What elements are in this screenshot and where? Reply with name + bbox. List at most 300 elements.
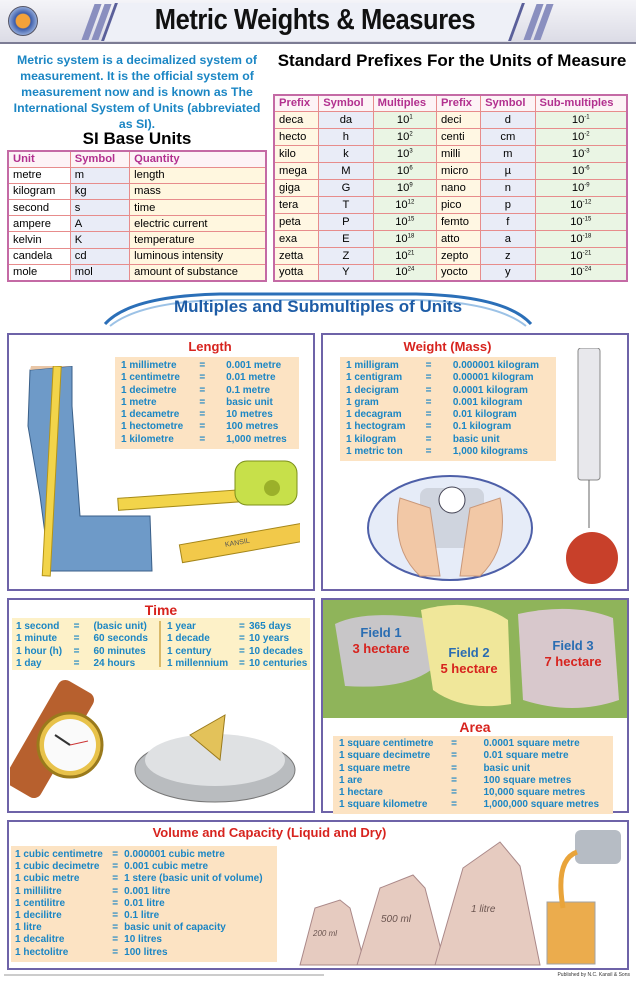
table-cell: Z bbox=[319, 247, 373, 264]
column-header: Quantity bbox=[130, 151, 266, 167]
unit: 1 decigram bbox=[346, 384, 399, 396]
value: 10 centuries bbox=[249, 657, 308, 669]
table-row bbox=[8, 216, 266, 232]
table-row bbox=[274, 128, 627, 145]
value: 0.001 litre bbox=[124, 885, 171, 897]
exponent: 12 bbox=[407, 198, 415, 205]
equals: = bbox=[425, 433, 432, 445]
value: basic unit of capacity bbox=[124, 922, 226, 934]
conversion-row bbox=[15, 873, 273, 885]
equals: = bbox=[239, 633, 245, 645]
value: 0.0001 square metre bbox=[483, 738, 580, 749]
equals: = bbox=[425, 360, 432, 371]
table-cell: kilogram bbox=[8, 183, 70, 199]
exponent: 21 bbox=[407, 249, 415, 256]
value: 0.000001 cubic metre bbox=[124, 849, 225, 860]
table-cell: d bbox=[481, 111, 535, 128]
exponent: 1 bbox=[409, 113, 413, 120]
conversion-row bbox=[16, 633, 159, 645]
table-cell: second bbox=[8, 200, 70, 216]
table-cell: $10^{-3}$ bbox=[535, 145, 627, 162]
equals: = bbox=[199, 421, 206, 433]
exponent: -21 bbox=[582, 249, 592, 256]
exponent: 15 bbox=[407, 215, 415, 222]
watch-sundial-illustration bbox=[10, 675, 310, 810]
jug-label: 500 ml bbox=[381, 914, 412, 925]
table-row bbox=[8, 200, 266, 216]
field-label-3 bbox=[530, 638, 616, 670]
equals: = bbox=[425, 446, 432, 458]
table-cell: a bbox=[481, 230, 535, 247]
table-cell: $10^{21}$ bbox=[373, 247, 436, 264]
equals: = bbox=[199, 372, 206, 384]
conversion-row bbox=[15, 861, 273, 873]
table-cell: luminous intensity bbox=[130, 248, 266, 264]
publisher-logo-icon bbox=[8, 6, 38, 36]
value: 1,000 metres bbox=[226, 433, 287, 445]
unit: 1 hectolitre bbox=[15, 946, 69, 958]
table-cell: $10^{-18}$ bbox=[535, 230, 627, 247]
conversion-row bbox=[16, 658, 159, 670]
equals: = bbox=[425, 384, 432, 396]
conversion-row bbox=[15, 922, 273, 934]
value: 0.01 metre bbox=[226, 372, 276, 384]
area-conversion-table bbox=[333, 736, 613, 814]
value: 0.1 litre bbox=[124, 910, 160, 922]
value: 10 years bbox=[249, 633, 290, 645]
equals: = bbox=[73, 645, 80, 657]
time-conversion-table bbox=[12, 618, 310, 670]
table-cell: hecto bbox=[274, 128, 319, 145]
value: 1 stere (basic unit of volume) bbox=[124, 873, 263, 885]
unit: 1 square decimetre bbox=[339, 750, 431, 762]
unit: 1 gram bbox=[346, 396, 379, 408]
unit: 1 millilitre bbox=[15, 885, 62, 897]
section-banner-title: Multiples and Submultiples of Units bbox=[173, 297, 463, 316]
table-cell: metre bbox=[8, 167, 70, 183]
table-cell: $10^{24}$ bbox=[373, 264, 436, 281]
conversion-row bbox=[16, 646, 159, 658]
table-cell: s bbox=[70, 200, 129, 216]
table-cell: milli bbox=[436, 145, 480, 162]
table-cell: temperature bbox=[130, 232, 266, 248]
field-name: Field 2 bbox=[448, 645, 490, 660]
table-cell: mega bbox=[274, 162, 319, 179]
conversion-row bbox=[16, 621, 159, 633]
unit: 1 square kilometre bbox=[339, 799, 428, 811]
table-cell: pico bbox=[436, 196, 480, 213]
table-cell: kg bbox=[70, 183, 129, 199]
table-cell: da bbox=[319, 111, 373, 128]
table-row bbox=[8, 183, 266, 199]
table-cell: candela bbox=[8, 248, 70, 264]
equals: = bbox=[112, 922, 119, 934]
value: 0.01 square metre bbox=[483, 750, 569, 762]
value: 10,000 square metres bbox=[483, 787, 586, 799]
weight-title: Weight (Mass) bbox=[403, 339, 492, 354]
unit: 1 hectogram bbox=[346, 421, 406, 433]
table-row bbox=[274, 179, 627, 196]
table-cell: nano bbox=[436, 179, 480, 196]
conversion-row bbox=[167, 658, 311, 670]
table-row bbox=[274, 247, 627, 264]
publisher-credit: Published by N.C. Kansil & Sons bbox=[557, 972, 630, 978]
equals: = bbox=[239, 645, 245, 657]
conversion-row bbox=[15, 947, 273, 959]
unit: 1 hectometre bbox=[121, 421, 184, 433]
unit: 1 decade bbox=[167, 633, 210, 645]
equals: = bbox=[112, 885, 119, 897]
conversion-row bbox=[15, 849, 273, 861]
equals: = bbox=[199, 384, 206, 396]
exponent: -1 bbox=[584, 113, 590, 120]
table-cell: exa bbox=[274, 230, 319, 247]
table-cell: $10^{12}$ bbox=[373, 196, 436, 213]
conversion-row bbox=[15, 934, 273, 946]
unit: 1 kilogram bbox=[346, 433, 397, 445]
table-cell: kelvin bbox=[8, 232, 70, 248]
exponent: -12 bbox=[582, 198, 592, 205]
equals: = bbox=[239, 621, 245, 632]
exponent: 24 bbox=[407, 266, 415, 273]
column-header: Prefix bbox=[436, 95, 480, 111]
value: 0.001 metre bbox=[226, 360, 282, 371]
unit: 1 day bbox=[16, 657, 42, 669]
prefixes-heading: Standard Prefixes For the Units of Measure bbox=[277, 51, 627, 70]
unit: 1 metre bbox=[121, 396, 157, 408]
equals: = bbox=[239, 657, 245, 669]
value: 0.001 cubic metre bbox=[124, 861, 209, 873]
unit: 1 metric ton bbox=[346, 446, 403, 458]
table-cell: kilo bbox=[274, 145, 319, 162]
table-cell: $10^{15}$ bbox=[373, 213, 436, 230]
table-cell: cm bbox=[481, 128, 535, 145]
unit: 1 decametre bbox=[121, 409, 180, 421]
conversion-row bbox=[339, 799, 607, 811]
table-cell: Y bbox=[319, 264, 373, 281]
conversion-row bbox=[167, 633, 311, 645]
value: 100 square metres bbox=[483, 774, 572, 786]
si-base-units-heading: SI Base Units bbox=[82, 129, 192, 148]
equals: = bbox=[199, 360, 206, 371]
value: 0.01 litre bbox=[124, 897, 165, 909]
table-cell: z bbox=[481, 247, 535, 264]
table-row bbox=[8, 264, 266, 280]
equals: = bbox=[425, 409, 432, 421]
conversion-row bbox=[167, 621, 311, 633]
area-title: Area bbox=[459, 719, 491, 735]
unit: 1 decimetre bbox=[121, 384, 177, 396]
table-cell: $10^{-12}$ bbox=[535, 196, 627, 213]
table-cell: time bbox=[130, 200, 266, 216]
table-cell: M bbox=[319, 162, 373, 179]
unit: 1 millennium bbox=[167, 657, 229, 669]
conversion-row bbox=[339, 787, 607, 799]
equals: = bbox=[451, 750, 457, 762]
unit: 1 are bbox=[339, 774, 363, 786]
table-cell: mole bbox=[8, 264, 70, 280]
copyright-notice bbox=[4, 974, 324, 976]
table-row bbox=[8, 232, 266, 248]
time-title: Time bbox=[144, 602, 178, 618]
table-cell: m bbox=[70, 167, 129, 183]
table-cell: mol bbox=[70, 264, 129, 280]
exponent: 18 bbox=[407, 232, 415, 239]
table-cell: length bbox=[130, 167, 266, 183]
table-row bbox=[8, 167, 266, 183]
value: 60 seconds bbox=[93, 633, 148, 645]
value: 100 metres bbox=[226, 421, 279, 433]
scales-apple-illustration bbox=[330, 348, 626, 588]
value: 0.01 kilogram bbox=[452, 409, 517, 421]
unit: 1 square metre bbox=[339, 762, 411, 774]
column-header: Symbol bbox=[319, 95, 373, 111]
equals: = bbox=[425, 372, 432, 384]
exponent: 3 bbox=[409, 147, 413, 154]
unit: 1 decagram bbox=[346, 409, 402, 421]
unit: 1 litre bbox=[15, 922, 42, 934]
conversion-row bbox=[167, 646, 311, 658]
table-cell: $10^{-24}$ bbox=[535, 264, 627, 281]
table-cell: $10^{-15}$ bbox=[535, 213, 627, 230]
conversion-row bbox=[339, 763, 607, 775]
si-base-units-table bbox=[7, 150, 267, 282]
unit: 1 kilometre bbox=[121, 433, 174, 445]
table-cell: mass bbox=[130, 183, 266, 199]
exponent: -6 bbox=[584, 164, 590, 171]
table-cell: G bbox=[319, 179, 373, 196]
equals: = bbox=[112, 873, 119, 885]
table-cell: deci bbox=[436, 111, 480, 128]
exponent: -9 bbox=[584, 181, 590, 188]
unit: 1 millimetre bbox=[121, 360, 177, 371]
bathroom-scale-dial-icon bbox=[439, 487, 465, 513]
equals: = bbox=[451, 762, 457, 774]
exponent: -18 bbox=[582, 232, 592, 239]
equals: = bbox=[451, 799, 457, 811]
table-cell: E bbox=[319, 230, 373, 247]
exponent: -15 bbox=[582, 215, 592, 222]
oil-can-icon bbox=[575, 830, 621, 864]
field-name: Field 3 bbox=[552, 638, 594, 653]
column-header: Prefix bbox=[274, 95, 319, 111]
value: 0.1 metre bbox=[226, 384, 271, 396]
conversion-row bbox=[339, 775, 607, 787]
table-cell: k bbox=[319, 145, 373, 162]
unit: 1 centigram bbox=[346, 372, 403, 384]
intro-text: Metric system is a decimalized system of measurement. It is the official system of measurement now and is known as The International System of Units (abbreviated as SI). bbox=[13, 53, 261, 131]
value: basic unit bbox=[226, 396, 273, 408]
table-cell: atto bbox=[436, 230, 480, 247]
table-cell: K bbox=[70, 232, 129, 248]
table-row bbox=[274, 111, 627, 128]
field-label-1 bbox=[338, 625, 424, 657]
unit: 1 cubic centimetre bbox=[15, 849, 103, 860]
table-cell: micro bbox=[436, 162, 480, 179]
table-cell: centi bbox=[436, 128, 480, 145]
value: 0.0001 kilogram bbox=[452, 384, 528, 396]
table-cell: tera bbox=[274, 196, 319, 213]
equals: = bbox=[112, 861, 119, 873]
column-header: Sub-multiples bbox=[535, 95, 627, 111]
unit: 1 hectare bbox=[339, 787, 383, 799]
equals: = bbox=[73, 657, 80, 669]
table-cell: $10^2$ bbox=[373, 128, 436, 145]
table-cell: $10^{-21}$ bbox=[535, 247, 627, 264]
value: 1,000 kilograms bbox=[452, 446, 528, 458]
volume-conversion-table bbox=[11, 846, 277, 962]
value: 24 hours bbox=[93, 657, 136, 669]
field-area-value: 3 hectare bbox=[352, 641, 410, 656]
value: 1,000,000 square metres bbox=[483, 799, 600, 811]
table-row bbox=[274, 230, 627, 247]
unit: 1 centilitre bbox=[15, 897, 66, 909]
table-cell: ampere bbox=[8, 216, 70, 232]
value: 10 decades bbox=[249, 645, 303, 657]
spring-balance-icon bbox=[578, 348, 600, 480]
value: 10 litres bbox=[124, 934, 162, 946]
equals: = bbox=[112, 849, 119, 860]
table-cell: $10^{-6}$ bbox=[535, 162, 627, 179]
conversion-row bbox=[15, 886, 273, 898]
field-label-2 bbox=[426, 645, 512, 677]
value: 0.00001 kilogram bbox=[452, 372, 534, 384]
table-cell: $10^6$ bbox=[373, 162, 436, 179]
jeans-measuring-tape-illustration bbox=[10, 366, 300, 588]
conversion-row bbox=[15, 910, 273, 922]
equals: = bbox=[451, 774, 457, 786]
length-title: Length bbox=[188, 339, 232, 354]
table-cell: zetta bbox=[274, 247, 319, 264]
exponent: 2 bbox=[409, 130, 413, 137]
equals: = bbox=[199, 433, 206, 445]
table-cell: $10^3$ bbox=[373, 145, 436, 162]
value: (basic unit) bbox=[93, 621, 147, 632]
conversion-row bbox=[339, 738, 607, 750]
value: 10 metres bbox=[226, 409, 273, 421]
value: 100 litres bbox=[124, 946, 168, 958]
table-row bbox=[8, 248, 266, 264]
table-row bbox=[274, 264, 627, 281]
table-row bbox=[274, 145, 627, 162]
unit: 1 hour (h) bbox=[16, 645, 63, 657]
table-cell: $10^{18}$ bbox=[373, 230, 436, 247]
apple-icon bbox=[566, 532, 618, 584]
measuring-jugs-illustration bbox=[285, 830, 627, 970]
table-cell: T bbox=[319, 196, 373, 213]
equals: = bbox=[425, 421, 432, 433]
unit: 1 century bbox=[167, 645, 212, 657]
table-cell: f bbox=[481, 213, 535, 230]
unit: 1 cubic metre bbox=[15, 873, 80, 885]
table-cell: deca bbox=[274, 111, 319, 128]
conversion-row bbox=[15, 898, 273, 910]
volume-title: Volume and Capacity (Liquid and Dry) bbox=[152, 825, 387, 840]
value: 0.001 kilogram bbox=[452, 396, 523, 408]
exponent: -2 bbox=[584, 130, 590, 137]
table-cell: $10^{-2}$ bbox=[535, 128, 627, 145]
table-cell: femto bbox=[436, 213, 480, 230]
prefixes-table bbox=[273, 94, 628, 282]
value: 60 minutes bbox=[93, 645, 146, 657]
table-cell: P bbox=[319, 213, 373, 230]
equals: = bbox=[112, 897, 119, 909]
value: basic unit bbox=[483, 762, 531, 774]
page-title: Metric Weights & Measures bbox=[154, 4, 476, 36]
equals: = bbox=[73, 633, 80, 645]
table-cell: $10^{-9}$ bbox=[535, 179, 627, 196]
value: 0.1 kilogram bbox=[452, 421, 512, 433]
unit: 1 decilitre bbox=[15, 910, 62, 922]
exponent: -3 bbox=[584, 147, 590, 154]
unit: 1 milligram bbox=[346, 360, 399, 371]
table-cell: h bbox=[319, 128, 373, 145]
column-header: Multiples bbox=[373, 95, 436, 111]
equals: = bbox=[425, 396, 432, 408]
table-cell: zepto bbox=[436, 247, 480, 264]
equals: = bbox=[112, 934, 119, 946]
equals: = bbox=[73, 621, 80, 632]
table-cell: yotta bbox=[274, 264, 319, 281]
table-cell: $10^1$ bbox=[373, 111, 436, 128]
table-cell: p bbox=[481, 196, 535, 213]
ruler-brand-label: KANSIL bbox=[224, 537, 251, 549]
table-cell: peta bbox=[274, 213, 319, 230]
column-header: Unit bbox=[8, 151, 70, 167]
equals: = bbox=[199, 409, 206, 421]
table-row bbox=[274, 196, 627, 213]
unit: 1 decalitre bbox=[15, 934, 65, 946]
table-cell: m bbox=[481, 145, 535, 162]
equals: = bbox=[451, 787, 457, 799]
unit: 1 cubic decimetre bbox=[15, 861, 100, 873]
exponent: -24 bbox=[582, 266, 592, 273]
unit: 1 minute bbox=[16, 633, 58, 645]
unit: 1 centimetre bbox=[121, 372, 180, 384]
conversion-row bbox=[339, 750, 607, 762]
unit: 1 second bbox=[16, 621, 60, 632]
table-cell: $10^9$ bbox=[373, 179, 436, 196]
equals: = bbox=[112, 910, 119, 922]
table-cell: n bbox=[481, 179, 535, 196]
table-cell: yocto bbox=[436, 264, 480, 281]
table-cell: µ bbox=[481, 162, 535, 179]
equals: = bbox=[451, 738, 457, 749]
table-cell: y bbox=[481, 264, 535, 281]
value: 0.000001 kilogram bbox=[452, 360, 540, 371]
unit: 1 square centimetre bbox=[339, 738, 434, 749]
table-cell: $10^{-1}$ bbox=[535, 111, 627, 128]
table-row bbox=[274, 213, 627, 230]
table-cell: electric current bbox=[130, 216, 266, 232]
beaker-icon bbox=[547, 902, 595, 964]
field-area-value: 7 hectare bbox=[544, 654, 602, 669]
unit: 1 year bbox=[167, 621, 196, 632]
equals: = bbox=[199, 396, 206, 408]
field-name: Field 1 bbox=[360, 625, 402, 640]
value: basic unit bbox=[452, 433, 500, 445]
table-cell: amount of substance bbox=[130, 264, 266, 280]
field-area-value: 5 hectare bbox=[440, 661, 498, 676]
exponent: 6 bbox=[409, 164, 413, 171]
table-cell: A bbox=[70, 216, 129, 232]
equals: = bbox=[112, 946, 119, 958]
table-row bbox=[274, 162, 627, 179]
table-cell: cd bbox=[70, 248, 129, 264]
jug-label: 200 ml bbox=[313, 929, 338, 938]
exponent: 9 bbox=[409, 181, 413, 188]
column-header: Symbol bbox=[481, 95, 535, 111]
